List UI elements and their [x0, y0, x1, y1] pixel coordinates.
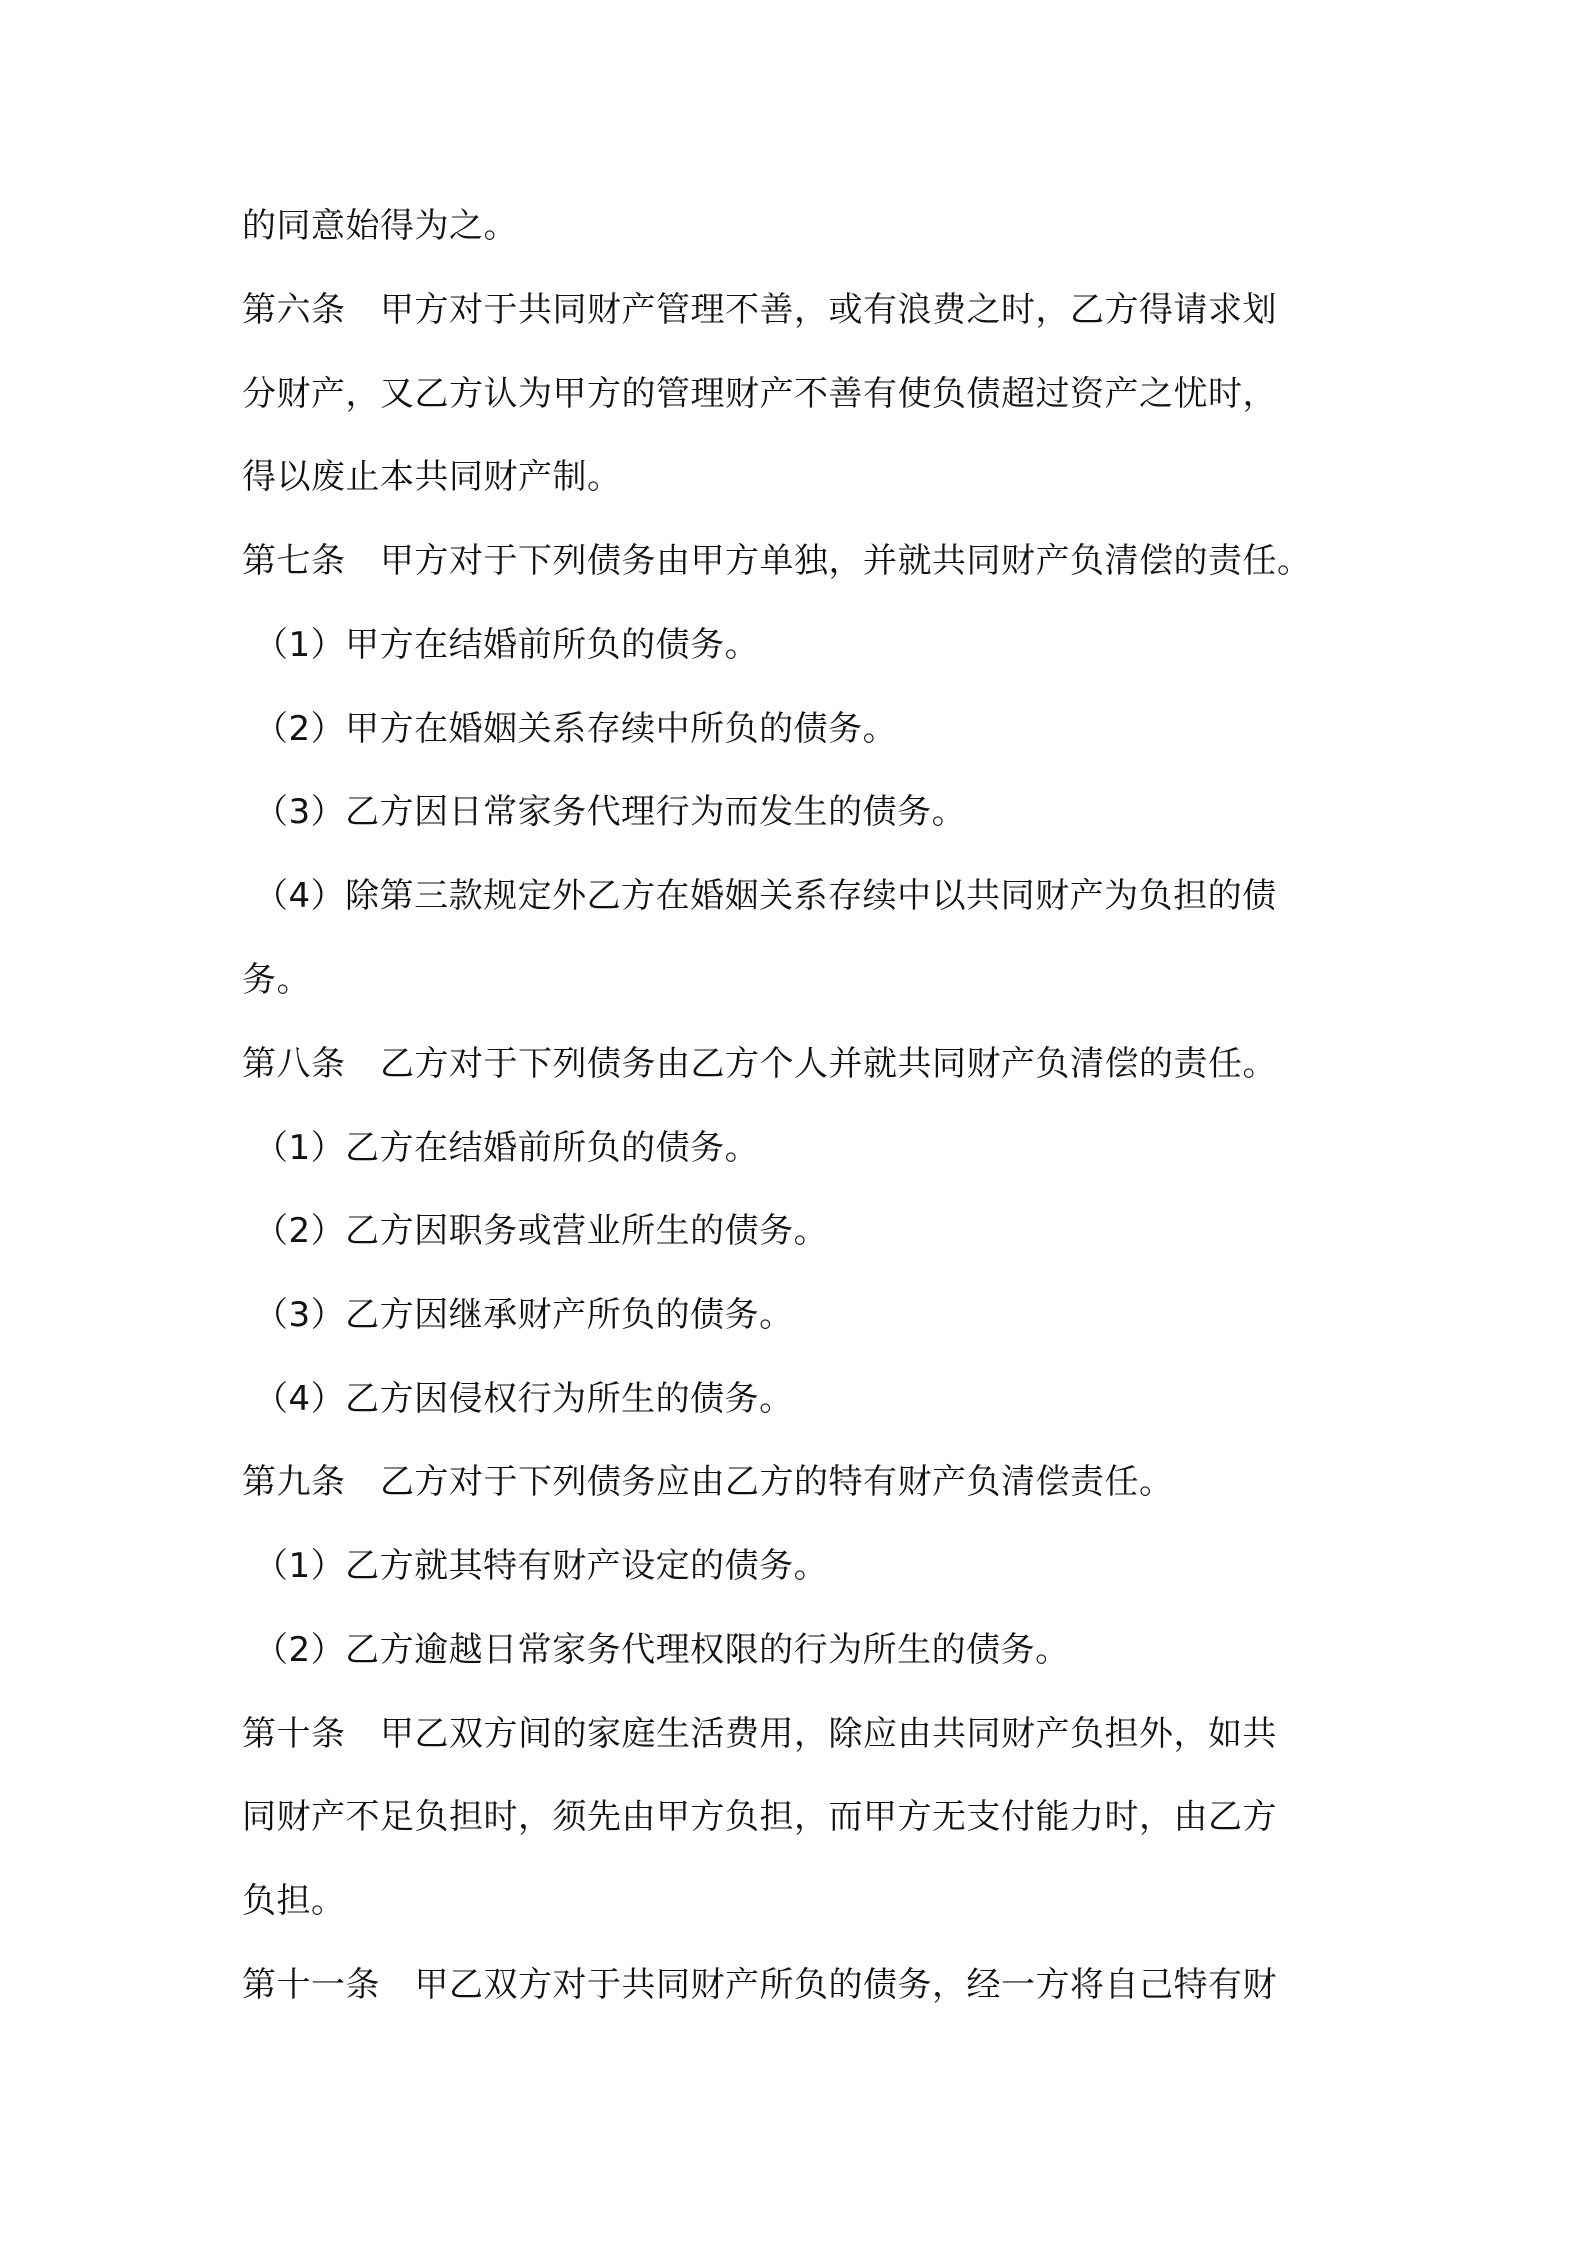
article-9-line-1: 第九条 乙方对于下列债务应由乙方的特有财产负清偿责任。	[242, 1462, 1174, 1502]
article-6-line-3: 得以废止本共同财产制。	[242, 457, 622, 497]
article-6-line-1: 第六条 甲方对于共同财产管理不善，或有浪费之时，乙方得请求划	[242, 290, 1277, 330]
article-8-item-1: （1）乙方在结婚前所负的债务。	[254, 1128, 760, 1168]
article-7-item-1: （1）甲方在结婚前所负的债务。	[254, 625, 760, 665]
article-10-line-1: 第十条 甲乙双方间的家庭生活费用，除应由共同财产负担外，如共	[242, 1714, 1277, 1754]
article-8-item-4: （4）乙方因侵权行为所生的债务。	[254, 1379, 794, 1419]
article-6-line-2: 分财产，又乙方认为甲方的管理财产不善有使负债超过资产之忧时，	[242, 374, 1277, 414]
article-9-item-1: （1）乙方就其特有财产设定的债务。	[254, 1546, 829, 1586]
article-9-item-2: （2）乙方逾越日常家务代理权限的行为所生的债务。	[254, 1630, 1070, 1670]
article-7-item-3: （3）乙方因日常家务代理行为而发生的债务。	[254, 792, 967, 832]
article-11-line-1: 第十一条 甲乙双方对于共同财产所负的债务，经一方将自己特有财	[242, 1965, 1277, 2005]
article-8-line-1: 第八条 乙方对于下列债务由乙方个人并就共同财产负清偿的责任。	[242, 1044, 1277, 1084]
article-7-item-4-cont: 务。	[242, 960, 311, 1000]
text-line: 的同意始得为之。	[242, 206, 518, 246]
article-8-item-2: （2）乙方因职务或营业所生的债务。	[254, 1211, 829, 1251]
article-8-item-3: （3）乙方因继承财产所负的债务。	[254, 1295, 794, 1335]
article-7-item-2: （2）甲方在婚姻关系存续中所负的债务。	[254, 709, 898, 749]
article-7-line-1: 第七条 甲方对于下列债务由甲方单独，并就共同财产负清偿的责任。	[242, 541, 1312, 581]
article-7-item-4: （4）除第三款规定外乙方在婚姻关系存续中以共同财产为负担的债	[254, 876, 1277, 916]
article-10-line-2: 同财产不足负担时，须先由甲方负担，而甲方无支付能力时，由乙方	[242, 1797, 1277, 1837]
article-10-line-3: 负担。	[242, 1881, 346, 1921]
